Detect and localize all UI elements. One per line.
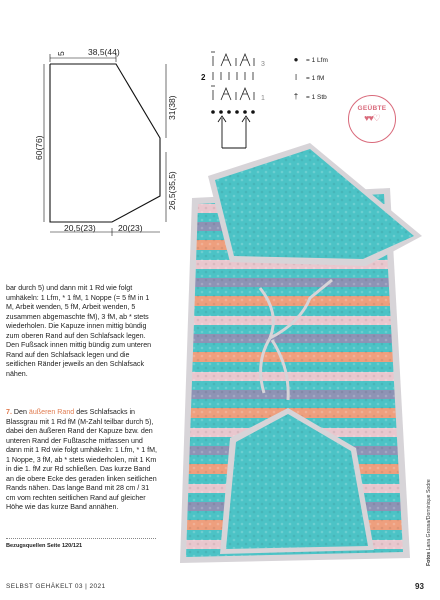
schematic-outline <box>50 64 160 222</box>
chart-row-3: 3 <box>261 61 265 68</box>
dim-label-top: 38,5(44) <box>88 47 120 57</box>
legend-item-chain: ● = 1 Lfm <box>293 55 328 64</box>
sleeping-bag-photo <box>160 138 430 572</box>
crochet-chart <box>201 52 265 148</box>
legend-item-double-crochet: † = 1 Stb <box>293 92 327 101</box>
sources-reference: Bezugsquellen Seite 120/121 <box>6 543 83 549</box>
chain-stitch-icon: ● <box>293 55 299 64</box>
dim-label-bottom-right: 20(23) <box>118 223 143 233</box>
dim-label-corner: 5 <box>56 51 66 56</box>
step-number: 7. <box>6 408 12 416</box>
dim-label-bottom-left: 20,5(23) <box>64 223 96 233</box>
double-crochet-icon: † <box>293 92 299 101</box>
dim-label-right-bottom: 26,5(35,5) <box>167 171 177 210</box>
skill-level-badge <box>348 95 396 143</box>
page-number: 93 <box>415 582 424 591</box>
dim-label-right-top: 31(38) <box>167 95 177 120</box>
badge-label: GEÜBTE <box>357 105 387 112</box>
chart-row-2: 2 <box>201 73 206 82</box>
dim-label-left: 60(76) <box>34 135 44 160</box>
instructions-step-7: 7. Den äußeren Rand des Schlafsacks in Blassgrau mit 1 Rd fM (M-Zahl teilbar durch 5), dabei den äußeren Rand der Kapuze bzw. den unteren Rand der Fußtasche mitfassen und dann mit 1 Rd wie folgt umhäkeln: 1 Lfm, * 1 fM, 1 Noppe, 3 fM, ab * stets wiederholen, mit 1 Km in die 1. fM zur Rd schließen. Das kurze Band an die obere Ecke des geraden linken seitlichen Rands nähen. Das lange Band mit 28 cm / 31 cm vom rechten seitlichen Rand auf gleicher Höhe wie das kurze Band annähen. <box>6 408 158 511</box>
legend-item-single-crochet: ǀ = 1 fM <box>292 74 324 82</box>
sources-divider <box>6 538 156 539</box>
footer-magazine: SELBST GEHÄKELT 03 | 2021 <box>6 583 106 590</box>
chart-row-1: 1 <box>261 95 265 102</box>
heart-icon: ♥♥♡ <box>364 113 380 123</box>
footer-issue: 03 | 2021 <box>74 583 106 590</box>
single-crochet-icon: ǀ <box>294 73 298 82</box>
step-highlight: äußeren Rand <box>28 408 75 416</box>
photo-credit: Fotos Lana Grossa/Dominique Sodre <box>426 479 432 566</box>
instructions-paragraph-1: bar durch 5) und dann mit 1 Rd wie folgt umhäkeln: 1 Lfm, * 1 fM, 1 Noppe (= 5 fM in 1 M, Arbeit wenden, 5 fM, Arbeit wenden, 5 zusammen abgemaschte fM), 3 fM, ab * stets wiederholen. Die Kapuze innen mittig bündig zum oberen Rand auf den Schlafsack legen. Den Fußsack innen mittig bündig zum unteren Rand auf den Schlafsack legen und die seitlichen Ränder jeweils an den Schlafsack nähen. <box>6 284 152 378</box>
